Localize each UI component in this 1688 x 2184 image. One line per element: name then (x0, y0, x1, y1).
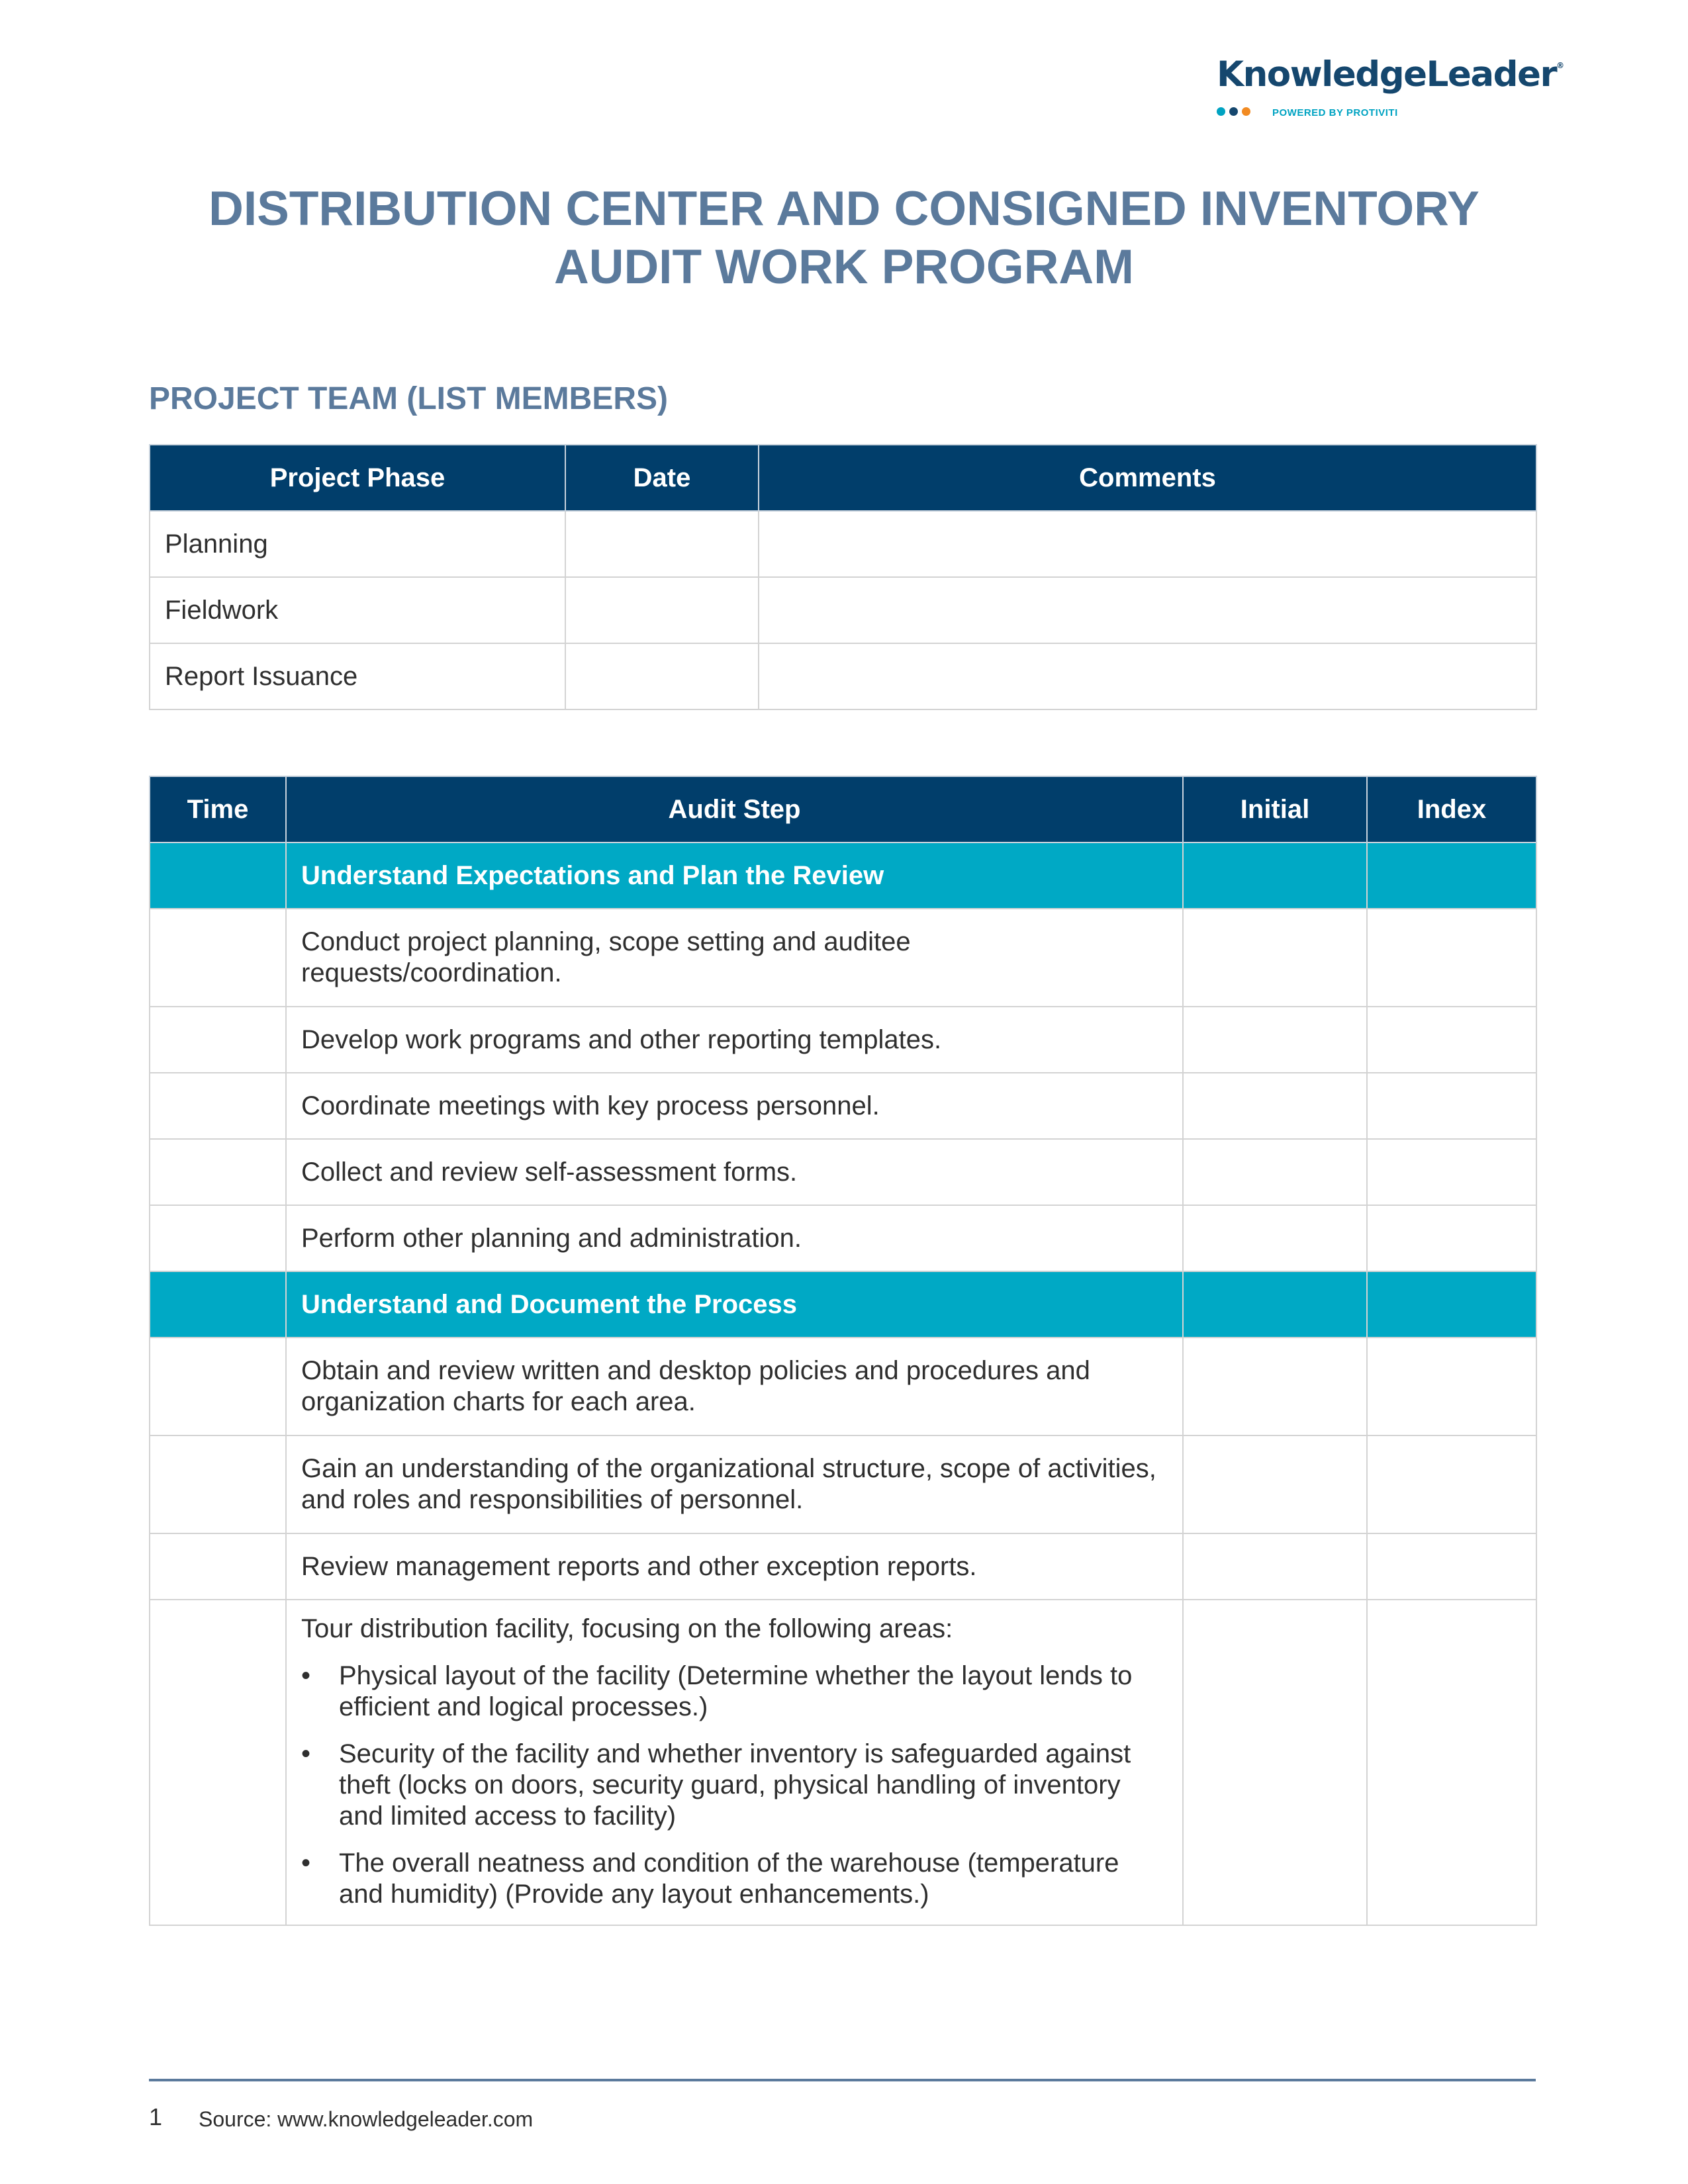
initial-cell[interactable] (1183, 1139, 1367, 1205)
table-row (150, 1139, 1536, 1205)
audit-step-cell: Coordinate meetings with key process personnel. (286, 1073, 1183, 1139)
initial-cell (1183, 842, 1367, 909)
table-row (150, 1073, 1536, 1139)
date-cell[interactable] (565, 577, 759, 643)
time-cell[interactable] (150, 1338, 286, 1435)
project-team-heading: PROJECT TEAM (LIST MEMBERS) (149, 381, 669, 416)
time-cell[interactable] (150, 1600, 286, 1925)
table-row (150, 1338, 1536, 1435)
initial-cell[interactable] (1183, 1073, 1367, 1139)
column-header-comments: Comments (759, 445, 1536, 511)
logo-wordmark: KnowledgeLeader® (1217, 54, 1565, 95)
tour-bullet-list (301, 1661, 1168, 1910)
initial-cell[interactable] (1183, 909, 1367, 1007)
registered-mark: ® (1556, 61, 1565, 70)
table-row (150, 1007, 1536, 1073)
table-row (150, 909, 1536, 1007)
title-line-1: DISTRIBUTION CENTER AND CONSIGNED INVENTORY (209, 182, 1479, 236)
audit-program-table (149, 776, 1537, 1926)
column-header-initial: Initial (1183, 776, 1367, 842)
initial-cell[interactable] (1183, 1205, 1367, 1271)
footer-divider (149, 2079, 1536, 2081)
audit-step-cell: Review management reports and other exception reports. (286, 1533, 1183, 1600)
logo-dot (1217, 107, 1225, 116)
table-row (150, 1533, 1536, 1600)
document-title (0, 180, 1688, 296)
table-row (150, 577, 1536, 643)
column-header-time: Time (150, 776, 286, 842)
date-cell[interactable] (565, 643, 759, 709)
source-credit: Source: www.knowledgeleader.com (199, 2107, 534, 2131)
list-item-text: Security of the facility and whether inventory is safeguarded against theft (locks on doors, security guard, physical handling of inventory and limited access to facility) (339, 1739, 1131, 1831)
phase-cell: Fieldwork (150, 577, 565, 643)
audit-step-cell: Obtain and review written and desktop policies and procedures and organization charts for each area. (286, 1338, 1183, 1435)
table-row (150, 511, 1536, 577)
bullet-icon: • (301, 1848, 311, 1878)
phase-cell: Report Issuance (150, 643, 565, 709)
initial-cell[interactable] (1183, 1007, 1367, 1073)
audit-step-cell: Develop work programs and other reporting templates. (286, 1007, 1183, 1073)
audit-step-cell: Collect and review self-assessment forms. (286, 1139, 1183, 1205)
comments-cell[interactable] (759, 643, 1536, 709)
index-cell[interactable] (1367, 1007, 1536, 1073)
logo-dot (1229, 107, 1238, 116)
table-header-row (150, 445, 1536, 511)
time-cell[interactable] (150, 1139, 286, 1205)
logo-dot (1242, 107, 1250, 116)
bullet-icon: • (301, 1661, 311, 1690)
time-cell[interactable] (150, 1073, 286, 1139)
column-header-date: Date (565, 445, 759, 511)
time-cell[interactable] (150, 1533, 286, 1600)
column-header-project-phase: Project Phase (150, 445, 565, 511)
table-header-row (150, 776, 1536, 842)
comments-cell[interactable] (759, 511, 1536, 577)
audit-step-cell: Gain an understanding of the organizational structure, scope of activities, and roles and responsibilities of personnel. (286, 1435, 1183, 1533)
initial-cell[interactable] (1183, 1435, 1367, 1533)
time-cell[interactable] (150, 909, 286, 1007)
initial-cell (1183, 1271, 1367, 1338)
time-cell (150, 842, 286, 909)
time-cell[interactable] (150, 1435, 286, 1533)
list-item (301, 1848, 1168, 1910)
index-cell (1367, 842, 1536, 909)
initial-cell[interactable] (1183, 1338, 1367, 1435)
list-item-text: The overall neatness and condition of the warehouse (temperature and humidity) (Provide any layout enhancements.) (339, 1848, 1119, 1909)
logo-tagline: POWERED BY PROTIVITI (1272, 107, 1398, 118)
table-row (150, 1205, 1536, 1271)
list-item-text: Physical layout of the facility (Determine whether the layout lends to efficient and logical processes.) (339, 1661, 1133, 1721)
table-row (150, 643, 1536, 709)
page-number: 1 (149, 2103, 163, 2130)
phase-cell: Planning (150, 511, 565, 577)
list-item (301, 1661, 1168, 1723)
initial-cell[interactable] (1183, 1600, 1367, 1925)
comments-cell[interactable] (759, 577, 1536, 643)
index-cell[interactable] (1367, 1600, 1536, 1925)
tour-intro: Tour distribution facility, focusing on the following areas: (301, 1614, 953, 1643)
date-cell[interactable] (565, 511, 759, 577)
index-cell[interactable] (1367, 1139, 1536, 1205)
bullet-icon: • (301, 1739, 311, 1768)
knowledgeleader-logo (1217, 54, 1565, 127)
table-row (150, 1435, 1536, 1533)
time-cell[interactable] (150, 1007, 286, 1073)
project-team-table (149, 444, 1537, 710)
index-cell[interactable] (1367, 1073, 1536, 1139)
index-cell[interactable] (1367, 909, 1536, 1007)
index-cell[interactable] (1367, 1205, 1536, 1271)
time-cell[interactable] (150, 1205, 286, 1271)
time-cell (150, 1271, 286, 1338)
section-row (150, 842, 1536, 909)
section-title: Understand and Document the Process (286, 1271, 1183, 1338)
table-row (150, 1600, 1536, 1925)
index-cell[interactable] (1367, 1435, 1536, 1533)
index-cell (1367, 1271, 1536, 1338)
index-cell[interactable] (1367, 1533, 1536, 1600)
column-header-index: Index (1367, 776, 1536, 842)
audit-step-cell: Conduct project planning, scope setting and auditee requests/coordination. (286, 909, 1183, 1007)
column-header-audit-step: Audit Step (286, 776, 1183, 842)
audit-step-cell: Perform other planning and administration. (286, 1205, 1183, 1271)
audit-step-cell (286, 1600, 1183, 1925)
title-line-2: AUDIT WORK PROGRAM (554, 240, 1134, 294)
index-cell[interactable] (1367, 1338, 1536, 1435)
list-item (301, 1739, 1168, 1832)
section-row (150, 1271, 1536, 1338)
initial-cell[interactable] (1183, 1533, 1367, 1600)
section-title: Understand Expectations and Plan the Review (286, 842, 1183, 909)
